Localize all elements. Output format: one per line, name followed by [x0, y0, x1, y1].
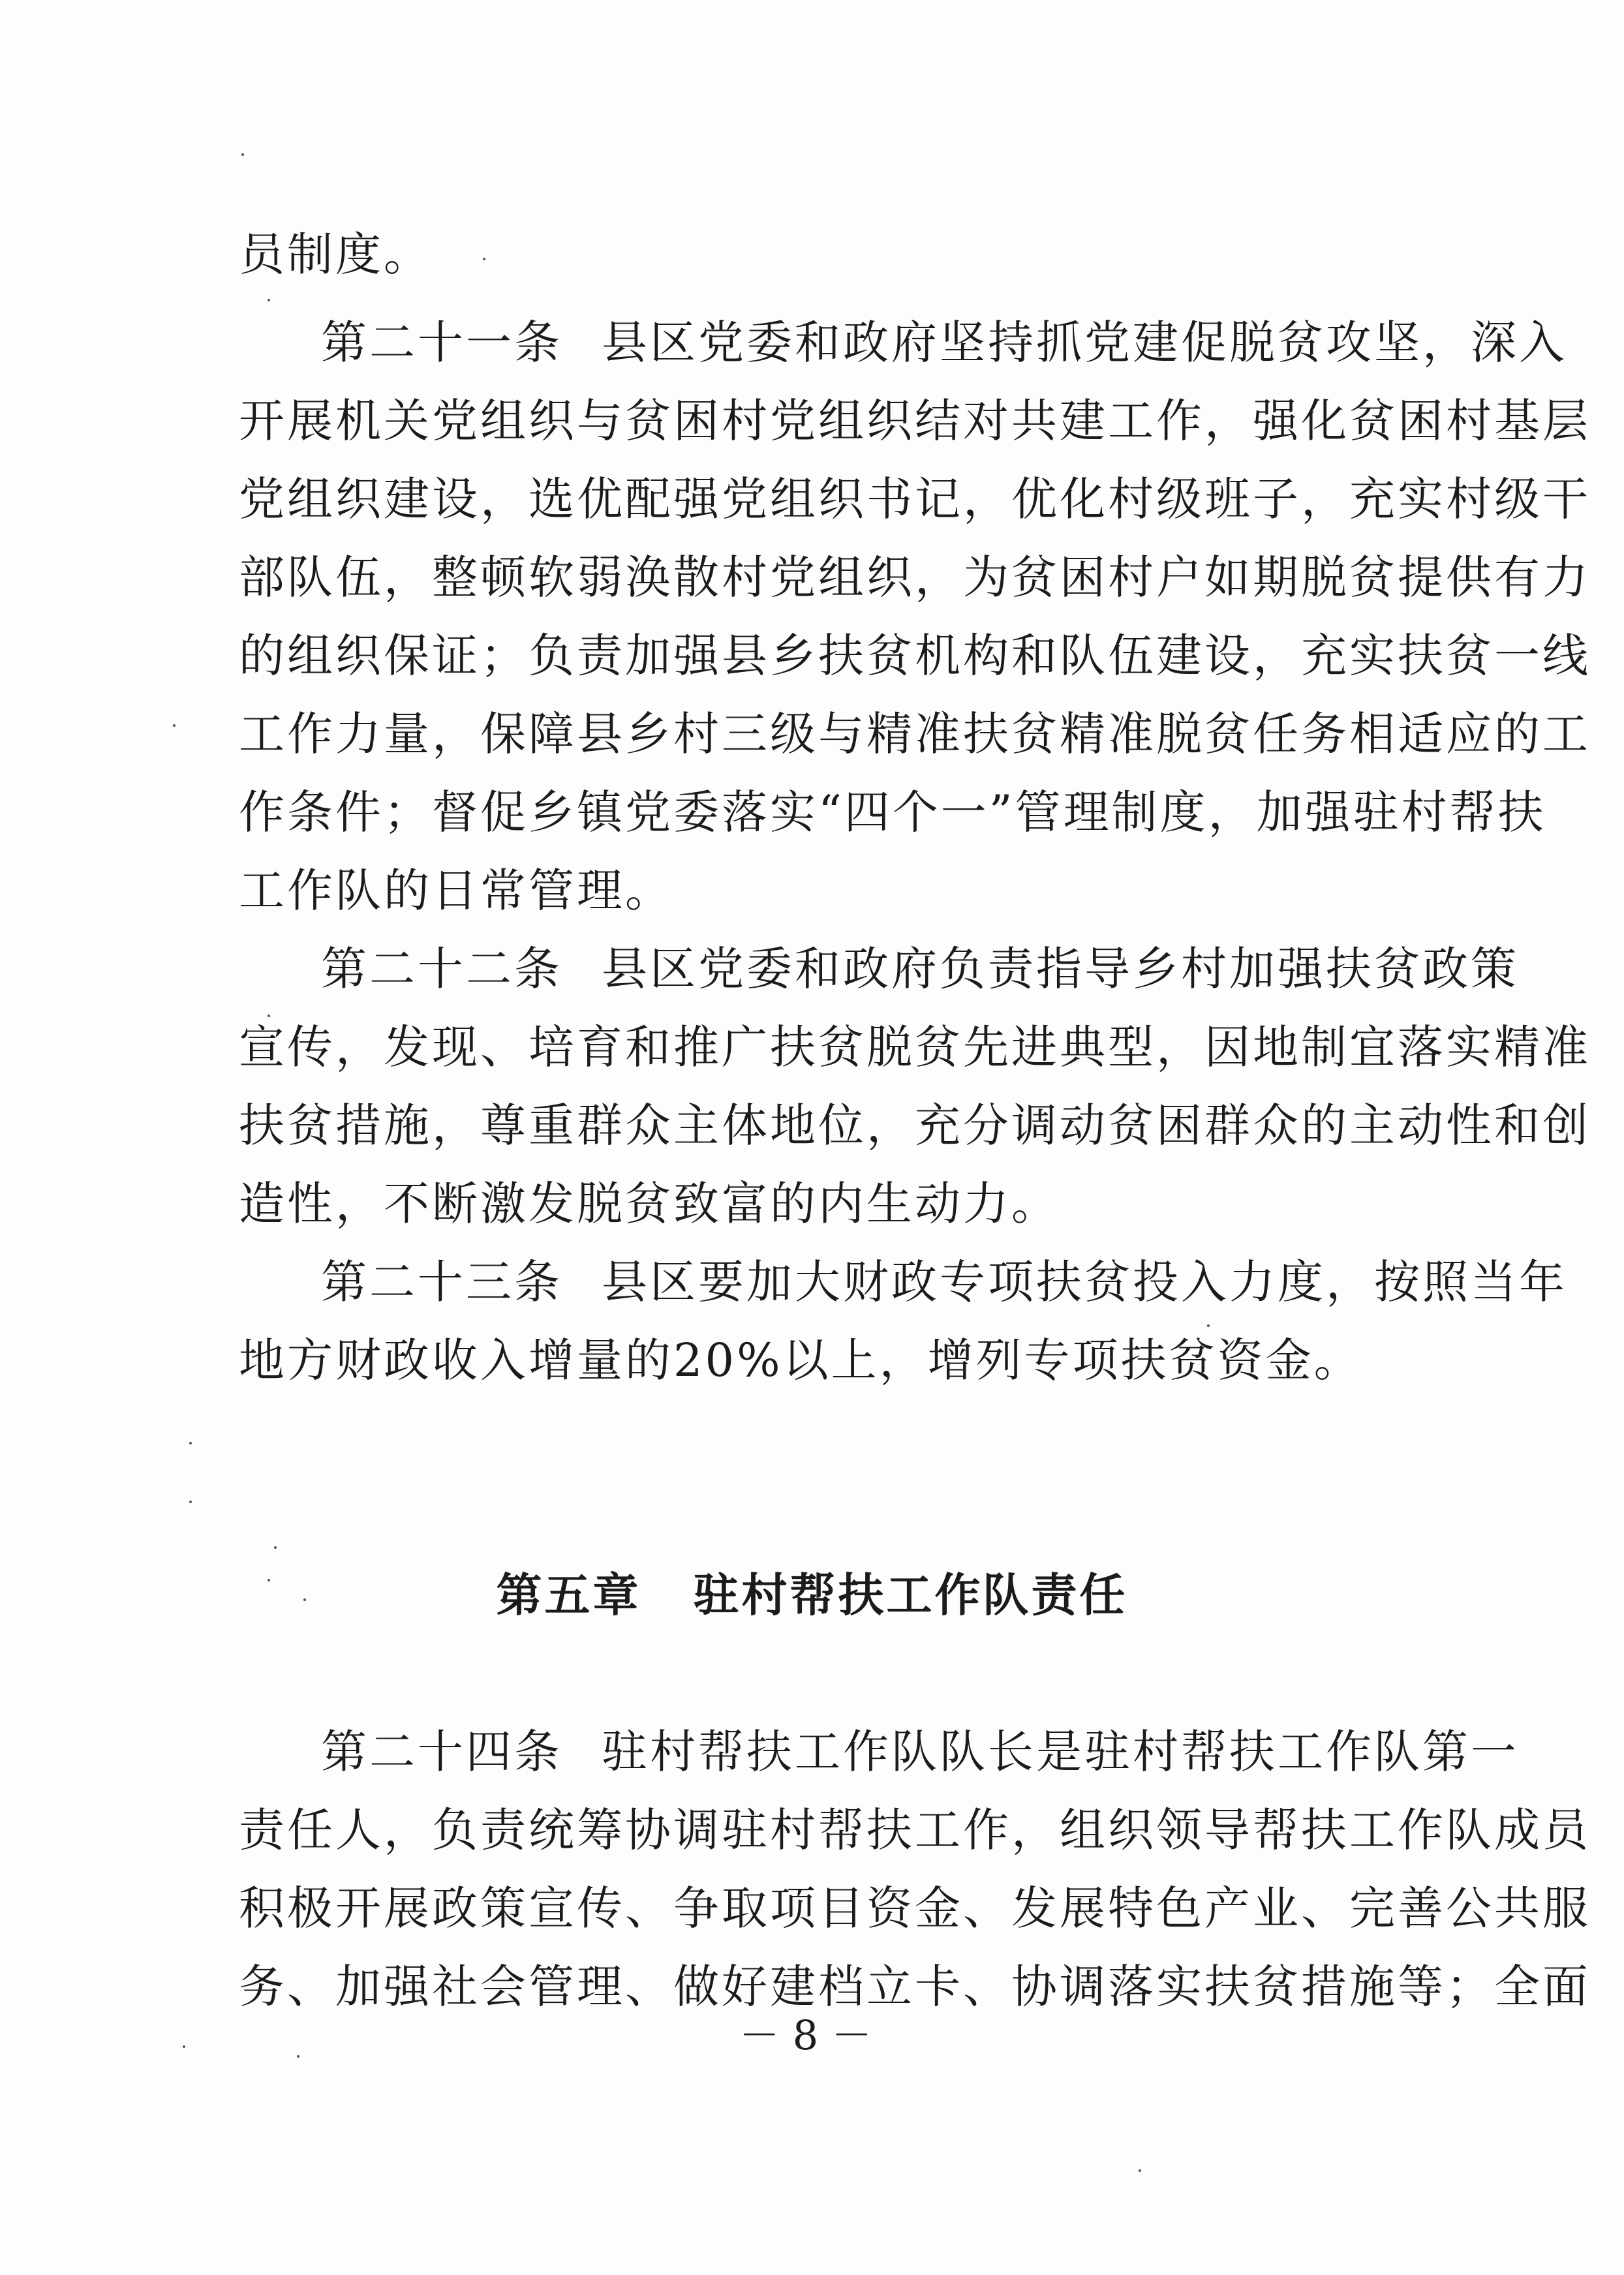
article-number: 第二十二条 [321, 942, 562, 996]
scan-speck [1207, 1324, 1210, 1327]
scan-speck [241, 153, 244, 156]
text-line: 部队伍，整顿软弱涣散村党组织，为贫困村户如期脱贫提供有力 [239, 551, 1591, 604]
scan-speck [297, 2055, 299, 2058]
article-number: 第二十一条 [321, 316, 562, 369]
article-21-first-line [321, 313, 1567, 372]
article-number: 第二十三条 [321, 1255, 562, 1309]
scan-speck [189, 1501, 192, 1503]
chapter-heading [0, 1566, 1624, 1625]
article-22-first-line [321, 939, 1519, 998]
text-line: 开展机关党组织与贫困村党组织结对共建工作，强化贫困村基层 [239, 394, 1591, 448]
text-line: 工作队的日常管理。 [239, 864, 673, 917]
text-line: 工作力量，保障县乡村三级与精准扶贫精准脱贫任务相适应的工 [239, 707, 1591, 761]
scan-speck [274, 1546, 277, 1549]
scan-speck [483, 258, 485, 260]
text-line: 作条件；督促乡镇党委落实“四个一”管理制度，加强驻村帮扶 [239, 786, 1546, 839]
article-23-first-line [321, 1253, 1567, 1311]
text-line: 的组织保证；负责加强县乡扶贫机构和队伍建设，充实扶贫一线 [239, 629, 1591, 682]
scan-speck [189, 1442, 192, 1444]
article-24-first-line [321, 1722, 1519, 1781]
article-text: 驻村帮扶工作队队长是驻村帮扶工作队第一 [602, 1725, 1519, 1779]
scan-speck [303, 1598, 306, 1601]
text-line: 党组织建设，选优配强党组织书记，优化村级班子，充实村级干 [239, 472, 1591, 526]
page-number: －8－ [739, 2011, 885, 2059]
text-line: 务、加强社会管理、做好建档立卡、协调落实扶贫措施等；全面 [239, 1960, 1591, 2013]
text-line: 造性，不断激发脱贫致富的内生动力。 [239, 1177, 1060, 1230]
scan-speck [268, 299, 270, 301]
text-line: 责任人，负责统筹协调驻村帮扶工作，组织领导帮扶工作队成员 [239, 1803, 1591, 1857]
chapter-number: 第五章 [496, 1568, 641, 1622]
text-line: 员制度。 [239, 228, 432, 281]
scan-speck [268, 1579, 270, 1581]
scan-speck [1139, 2169, 1141, 2172]
article-text: 县区要加大财政专项扶贫投入力度，按照当年 [602, 1255, 1567, 1309]
chapter-title: 驻村帮扶工作队责任 [693, 1568, 1128, 1622]
text-line: 积极开展政策宣传、争取项目资金、发展特色产业、完善公共服 [239, 1882, 1591, 1935]
article-text: 县区党委和政府坚持抓党建促脱贫攻坚，深入 [602, 316, 1567, 369]
scan-speck [173, 724, 176, 727]
article-text: 县区党委和政府负责指导乡村加强扶贫政策 [602, 942, 1519, 996]
scan-speck [268, 1015, 270, 1017]
scan-speck [183, 2045, 185, 2048]
text-line: 地方财政收入增量的20%以上，增列专项扶贫资金。 [239, 1334, 1362, 1387]
text-line: 宣传，发现、培育和推广扶贫脱贫先进典型，因地制宜落实精准 [239, 1020, 1591, 1074]
text-line: 扶贫措施，尊重群众主体地位，充分调动贫困群众的主动性和创 [239, 1099, 1591, 1152]
article-number: 第二十四条 [321, 1725, 562, 1779]
